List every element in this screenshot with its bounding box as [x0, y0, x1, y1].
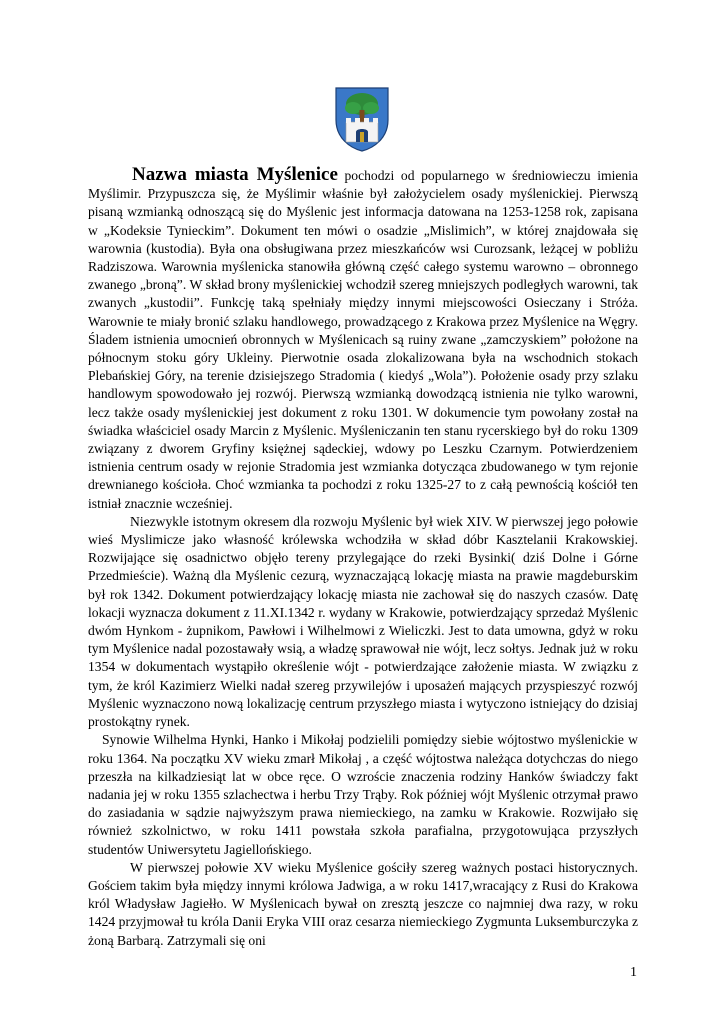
paragraph-3: Synowie Wilhelma Hynki, Hanko i Mikołaj podzielili pomiędzy siebie wójtostwo myślenickie w roku 1364. Na początku XV wieku zmarł Mikołaj , a część wójtostwa należąca dotychczas do niego przeszła na kilkadziesiąt lat w obce ręce. O wzroście znaczenia rodziny Hanków świadczy fakt nadania jej w roku 1355 szlachectwa i herbu Trzy Trąby. Rok później wójt Myślenic otrzymał prawo do zasiadania w sądzie najwyższym prawa niemieckiego, na zamku w Krakowie. Rozwijało się również szkolnictwo, w roku 1411 powstała szkoła parafialna, przygotowująca przyszłych studentów Uniwersytetu Jagiellońskiego. — [88, 732, 638, 857]
document-title: Nazwa miasta Myślenice — [132, 164, 338, 185]
document-body — [88, 166, 638, 950]
coat-of-arms-icon — [334, 86, 390, 152]
page-number: 1 — [630, 965, 637, 980]
paragraph-4: W pierwszej połowie XV wieku Myślenice gościły szereg ważnych postaci historycznych. Gościem takim była między innymi królowa Jadwiga, a w roku 1417,wracający z Rusi do Krakowa król Władysław Jagiełło. W Myślenicach bywał on zresztą jeszcze co najmniej dwa razy, w roku 1424 przyjmował tu króla Danii Eryka VIII oraz cesarza niemieckiego Zygmunta Luksemburczyka z żoną Barbarą. Zatrzymali się oni — [88, 859, 638, 948]
paragraph-2: Niezwykle istotnym okresem dla rozwoju Myślenic był wiek XIV. W pierwszej jego połowie wieś Myslimicze jako własność królewska wchodziła w skład dóbr Kasztelanii Krakowskiej. Rozwijające się osadnictwo objęło tereny przylegające do rzeki Bysinki( dziś Dolne i Górne Przedmieście). Ważną dla Myślenic cezurą, wyznaczającą lokację miasta na prawie magdeburskim był rok 1342. Dokument potwierdzający lokację miasta nie zachował się do naszych czasów. Datę lokacji wyznacza dokument z 11.XI.1342 r. wydany w Krakowie, potwierdzający sprzedaż Myślenic dwóm Hynkom - żupnikom, Pawłowi i Wilhelmowi z Wieliczki. Jest to data umowna, gdyż w roku tym Myślenice nadal pozostawały wsią, a władzę sprawował nie wójt, lecz sołtys. Jednak już w roku 1354 w dokumentach wystąpiło określenie wójt - potwierdzające założenie miasta. W związku z tym, że król Kazimierz Wielki nadał szereg przywilejów i uposażeń mających przyspieszyć rozwój Myślenic wyznaczono nową lokalizację centrum przyszłego miasta i wytyczono istniejący do dzisiaj prostokątny rynek. — [88, 513, 638, 730]
paragraph-1: Nazwa miasta Myślenice pochodzi od popularnego w średniowieczu imienia Myślimir. Przypuszcza się, że Myślimir właśnie był założycielem osady myślenickiej. Pierwszą pisaną wzmianką odnoszącą się do Myślenic jest informacja datowana na 1253-1258 rok, zapisana w „Kodeksie Tynieckim”. Dokument ten mówi o osadzie „Mislimich”, w której znajdowała się warownia (kustodia). Była ona obsługiwana przez mieszkańców wsi Curozsank, leżącej w pobliżu Radziszowa. Warownia myślenicka stanowiła główną część całego systemu warowno – obronnego zwanego „broną”. W skład brony myślenickiej wchodził szereg mniejszych podległych warowni, tak zwanych „kustodii”. Funkcję taką spełniały między innymi miejscowości Osieczany i Stróża. Warownie te miały bronić szlaku handlowego, prowadzącego z Krakowa przez Myślenice na Węgry. Śladem istnienia umocnień obronnych w Myślenicach są ruiny zwane „zamczyskiem” położone na północnym stoku góry Ukleiny. Pierwotnie osada zlokalizowana była na wschodnich stokach Plebańskiej Góry, na terenie dzisiejszego Stradomia ( kiedyś „Wola”). Położenie osady przy szlaku handlowym spowodowało jej rozwój. Pierwszą wzmianką dowodzącą istnienia nie tylko warowni, lecz także osady myślenickiej jest dokument z roku 1301. W dokumencie tym powołany został na świadka właściciel osady Marcin z Myślenic. Myśleniczanin ten stanu rycerskiego był do roku 1309 związany z dworem Gryfiny księżnej sądeckiej, wdowy po Leszku Czarnym. Potwierdzeniem istnienia centrum osady w rejonie Stradomia jest wzmianka dotycząca zbudowanego w tym rejonie drewnianego kościoła. Choć wzmianka ta pochodzi z roku 1325-27 to z całą pewnością kościół ten istniał znacznie wcześniej. — [88, 164, 638, 511]
